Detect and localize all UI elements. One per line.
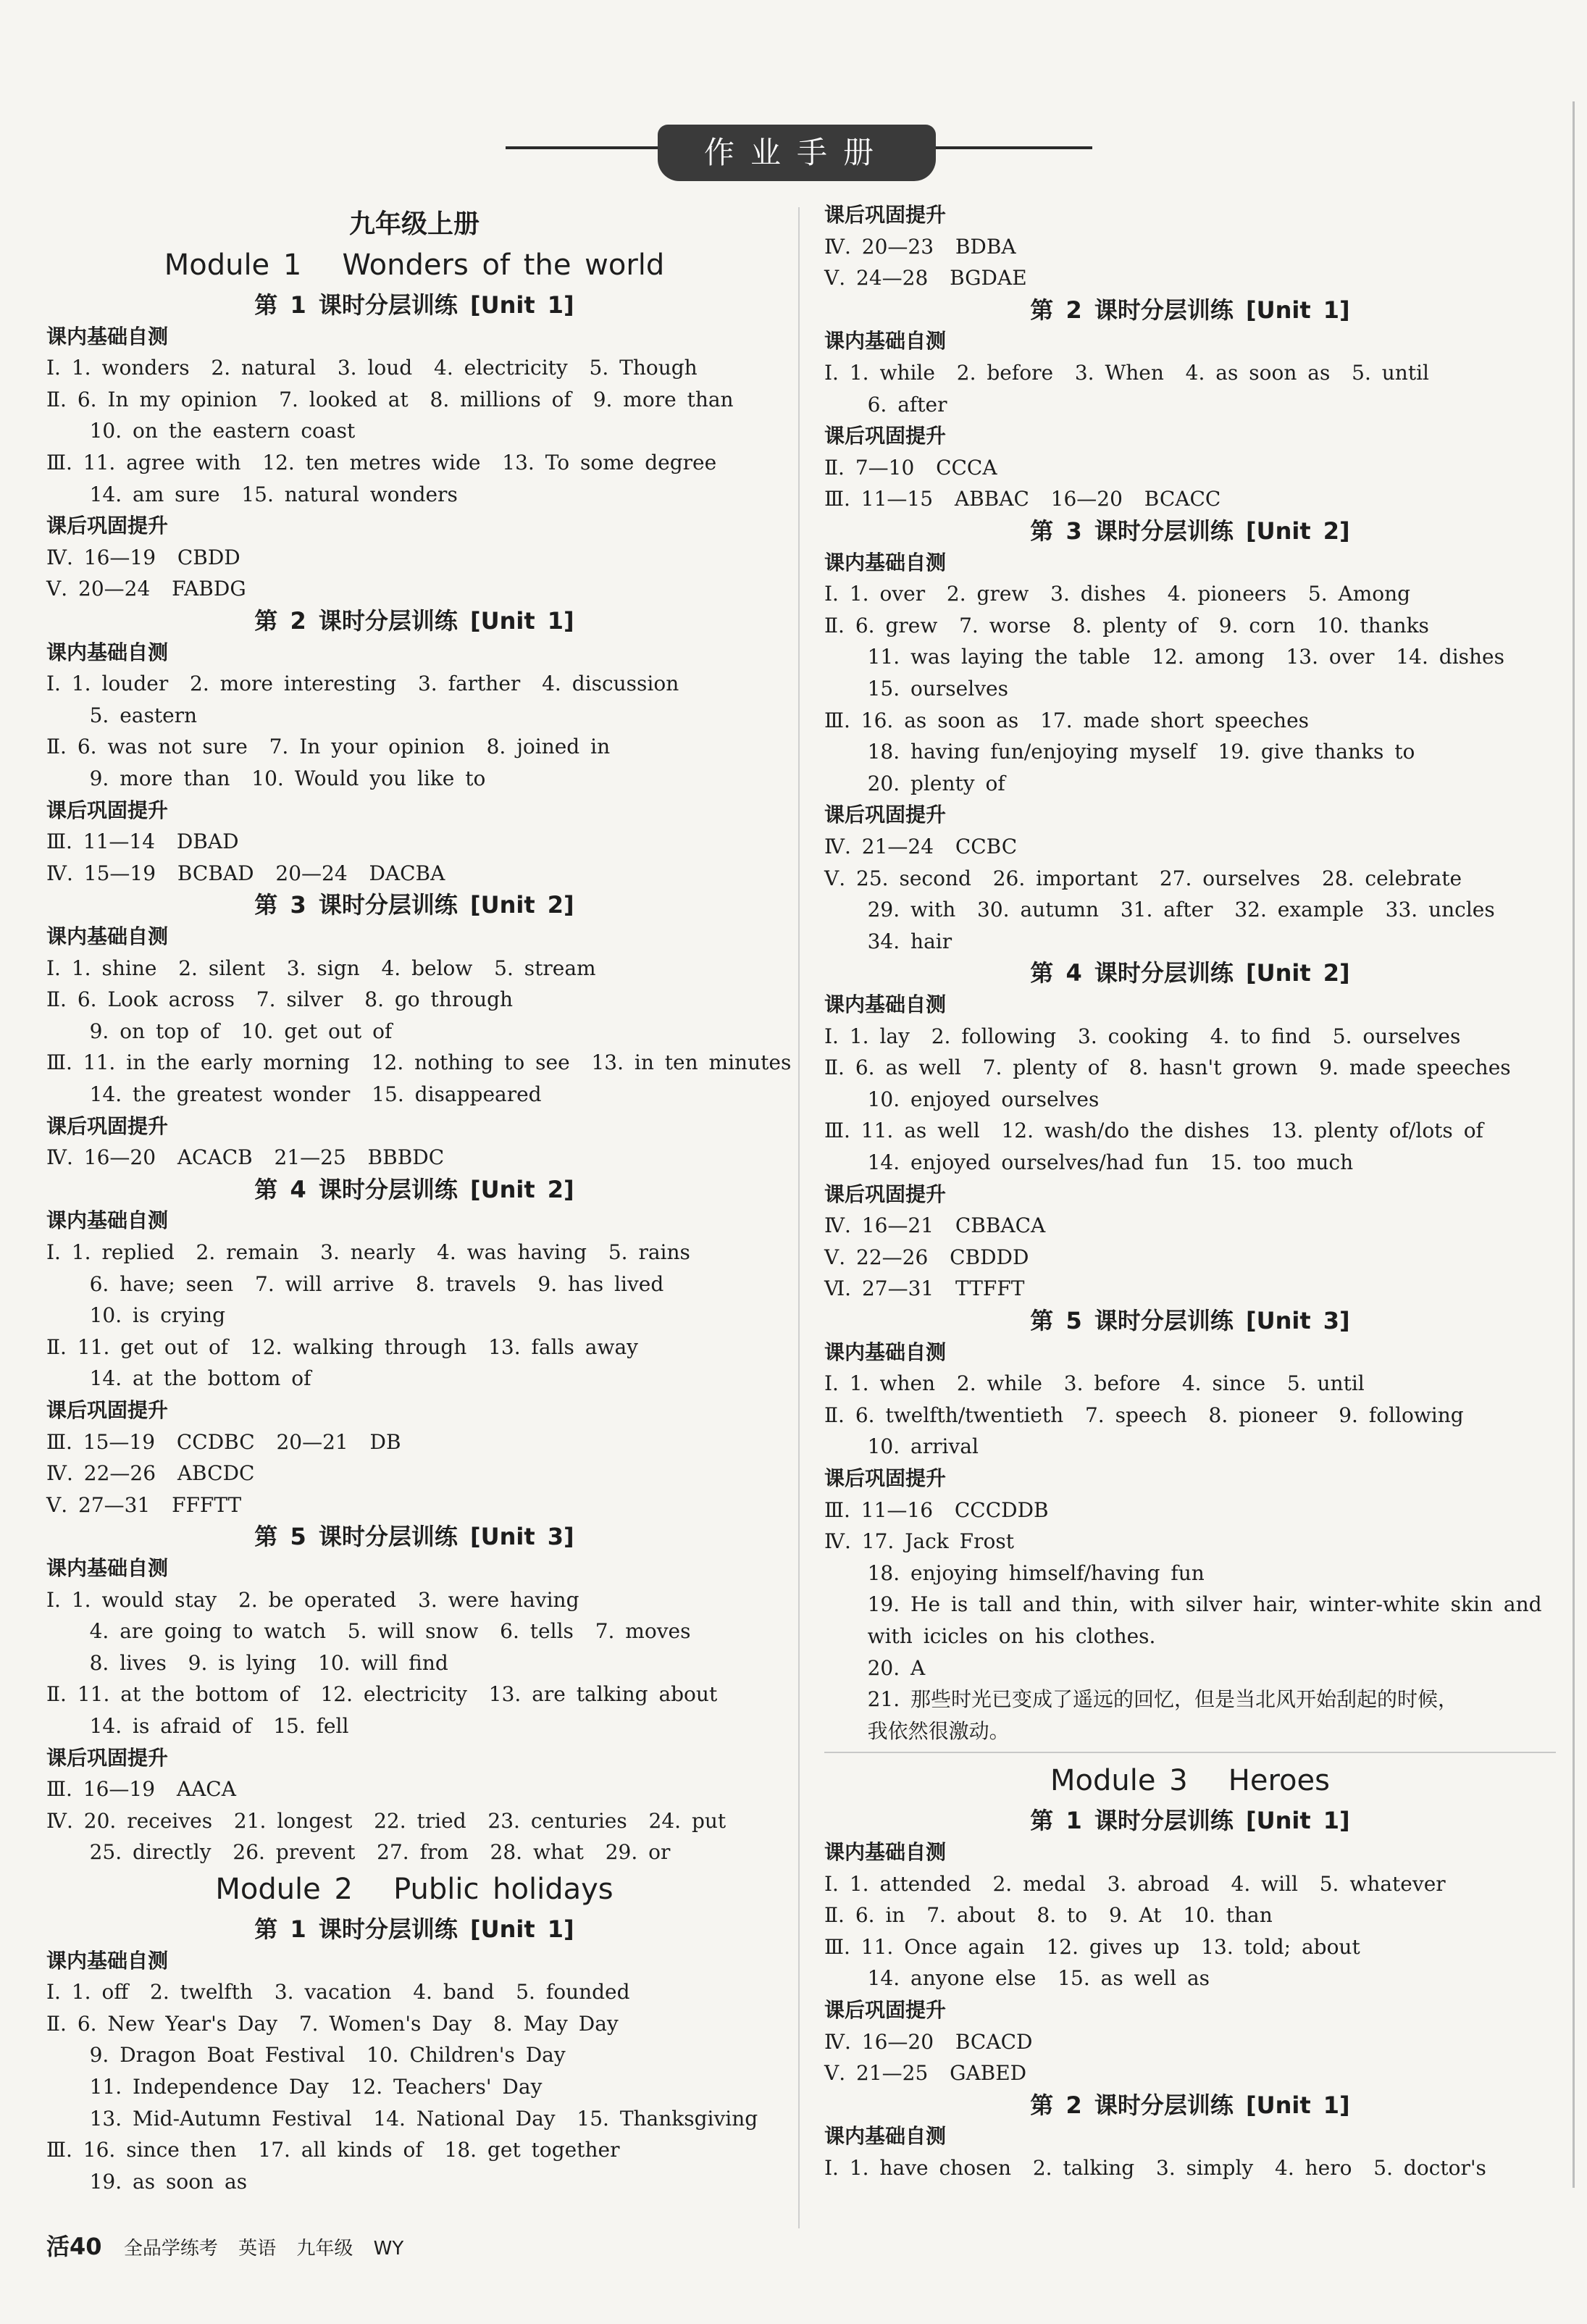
banner-title: 作业手册 [658,125,936,181]
answer-line: 10. on the eastern coast [46,419,356,443]
answer-line: Ⅴ. 24—28 BGDAE [824,266,1027,290]
answer-line: 20. plenty of [824,771,1005,795]
answer-line: Ⅰ. 1. lay 2. following 3. cooking 4. to find 5. ourselves [824,1024,1461,1048]
answer-line: 5. eastern [46,703,198,727]
answer-line: Ⅱ. 6. New Year's Day 7. Women's Day 8. May Day [46,2011,619,2036]
answer-line: Ⅳ. 17. Jack Frost [824,1529,1014,1554]
answer-line: 11. Independence Day 12. Teachers' Day [46,2075,543,2099]
answer-line: 13. Mid-Autumn Festival 14. National Day 15. Thanksgiving [46,2106,758,2131]
answer-line: Ⅵ. 27—31 TTFFT [824,1276,1025,1301]
answer-line: Ⅲ. 11—15 ABBAC 16—20 BCACC [824,487,1221,511]
answer-line: 11. was laying the table 12. among 13. over 14. dishes [824,645,1504,669]
banner-rule-right [929,146,1092,149]
answer-line: Ⅳ. 16—21 CBBACA [824,1213,1046,1238]
answer-line: 6. after [824,392,947,417]
answer-line: 14. enjoyed ourselves/had fun 15. too much [824,1150,1354,1174]
section-heading: 课后巩固提升 [824,424,947,448]
answer-line: Ⅰ. 1. would stay 2. be operated 3. were having [46,1587,579,1612]
section-heading: 课内基础自测 [46,1556,169,1580]
answer-line: Ⅲ. 11. agree with 12. ten metres wide 13. To some degree [46,451,717,475]
lesson-heading: 第 4 课时分层训练 [Unit 2] [254,1175,574,1203]
answer-line: Ⅴ. 25. second 26. important 27. ourselves 28. celebrate [824,866,1462,890]
section-heading: 课内基础自测 [824,992,947,1016]
answer-line: 25. directly 26. prevent 27. from 28. what 29. or [46,1840,671,1865]
section-heading: 课后巩固提升 [46,1398,169,1422]
answer-line: Ⅰ. 1. wonders 2. natural 3. loud 4. electricity 5. Though [46,356,698,380]
section-heading: 课内基础自测 [824,329,947,354]
banner-rule-left [506,146,665,149]
footer-edition: WY [373,2238,404,2260]
grade-title: 九年级上册 [348,209,480,239]
answer-line: 14. am sure 15. natural wonders [46,482,458,506]
section-heading: 课内基础自测 [824,1840,947,1864]
answer-line: Ⅳ. 16—19 CBDD [46,545,240,569]
footer-book: 全品学练考 [123,2238,218,2260]
answer-line: 10. enjoyed ourselves [824,1087,1100,1111]
answer-line: 9. Dragon Boat Festival 10. Children's Day [46,2043,566,2068]
answer-line: Ⅰ. 1. replied 2. remain 3. nearly 4. was having 5. rains [46,1240,690,1264]
lesson-heading: 第 1 课时分层训练 [Unit 1] [254,1915,574,1943]
answer-line: Ⅳ. 16—20 ACACB 21—25 BBBDC [46,1145,445,1170]
page-footer [46,2231,418,2264]
answer-line: Ⅴ. 20—24 FABDG [46,577,246,601]
section-heading: 课后巩固提升 [824,1998,947,2022]
answer-line: Ⅱ. 6. in 7. about 8. to 9. At 10. than [824,1903,1273,1928]
answer-line: 20. A [824,1655,926,1680]
section-heading: 课内基础自测 [46,1208,169,1233]
section-heading: 课后巩固提升 [824,803,947,827]
answer-line: Ⅰ. 1. attended 2. medal 3. abroad 4. will 5. whatever [824,1871,1446,1896]
answer-line: 14. the greatest wonder 15. disappeared [46,1082,542,1106]
section-heading: 课后巩固提升 [46,798,169,822]
answer-line: Ⅱ. 11. at the bottom of 12. electricity 13. are talking about [46,1682,718,1707]
answer-line: Ⅴ. 22—26 CBDDD [824,1245,1029,1269]
answer-line: Ⅳ. 16—20 BCACD [824,2029,1033,2054]
answer-line: 9. on top of 10. get out of [46,1019,393,1043]
module-title: Module 2 Public holidays [215,1873,614,1906]
answer-line: Ⅳ. 20—23 BDBA [824,234,1016,259]
section-heading: 课后巩固提升 [824,1182,947,1206]
lesson-heading: 第 3 课时分层训练 [Unit 2] [254,891,574,919]
answer-line: 34. hair [824,929,952,953]
answer-line: 18. enjoying himself/having fun [824,1560,1205,1585]
section-heading: 课后巩固提升 [824,203,947,227]
section-heading: 课后巩固提升 [46,514,169,538]
answer-line: Ⅲ. 11. in the early morning 12. nothing to see 13. in ten minutes [46,1050,792,1075]
answer-line: Ⅴ. 21—25 GABED [824,2061,1027,2086]
footer-subject: 英语 [238,2238,277,2260]
answer-line: Ⅱ. 6. was not sure 7. In your opinion 8. joined in [46,735,611,759]
module-title: Module 3 Heroes [1050,1764,1330,1798]
section-heading: 课内基础自测 [46,924,169,948]
section-separator [824,1752,1556,1753]
answer-line: Ⅰ. 1. have chosen 2. talking 3. simply 4. hero 5. doctor's [824,2156,1486,2180]
footer-grade: 九年级 [296,2238,353,2260]
lesson-heading: 第 2 课时分层训练 [Unit 1] [254,607,574,635]
answer-line: 18. having fun/enjoying myself 19. give thanks to [824,740,1415,764]
answer-line: Ⅰ. 1. off 2. twelfth 3. vacation 4. band 5. founded [46,1980,630,2005]
lesson-heading: 第 1 课时分层训练 [Unit 1] [254,291,574,319]
answer-line: Ⅰ. 1. shine 2. silent 3. sign 4. below 5. stream [46,956,596,980]
answer-line: 14. anyone else 15. as well as [824,1966,1210,1991]
answer-line: Ⅳ. 22—26 ABCDC [46,1461,255,1486]
section-heading: 课后巩固提升 [46,1745,169,1770]
answer-line: 10. is crying [46,1303,226,1328]
lesson-heading: 第 3 课时分层训练 [Unit 2] [1030,517,1350,545]
answer-line: 14. at the bottom of [46,1366,311,1391]
answer-line: Ⅰ. 1. over 2. grew 3. dishes 4. pioneers 5. Among [824,582,1411,606]
page-edge-rule [1573,101,1575,2188]
answer-line: 19. He is tall and thin, with silver hair, winter-white skin and [824,1592,1542,1617]
answer-line: Ⅱ. 6. twelfth/twentieth 7. speech 8. pioneer 9. following [824,1403,1464,1427]
answer-line: Ⅰ. 1. louder 2. more interesting 3. farther 4. discussion [46,672,679,696]
answer-line: Ⅳ. 20. receives 21. longest 22. tried 23. centuries 24. put [46,1808,726,1833]
answer-line: Ⅴ. 27—31 FFFTT [46,1492,242,1517]
answer-line: Ⅲ. 15—19 CCDBC 20—21 DB [46,1429,401,1454]
answer-line: 19. as soon as [46,2169,248,2194]
lesson-heading: 第 4 课时分层训练 [Unit 2] [1030,959,1350,987]
answer-line: Ⅲ. 11—16 CCCDDB [824,1497,1049,1522]
answer-line: Ⅳ. 15—19 BCBAD 20—24 DACBA [46,861,445,885]
answer-line: Ⅱ. 6. In my opinion 7. looked at 8. millions of 9. more than [46,387,734,411]
answer-line: Ⅲ. 11. as well 12. wash/do the dishes 13. plenty of/lots of [824,1119,1483,1143]
lesson-heading: 第 2 课时分层训练 [Unit 1] [1030,2091,1350,2119]
lesson-heading: 第 5 课时分层训练 [Unit 3] [1030,1307,1350,1334]
answer-line: 6. have; seen 7. will arrive 8. travels 9. has lived [46,1271,664,1296]
answer-line: 14. is afraid of 15. fell [46,1714,349,1738]
answer-line: Ⅰ. 1. while 2. before 3. When 4. as soon as 5. until [824,361,1429,385]
section-heading: 课内基础自测 [824,2124,947,2149]
answer-line: Ⅲ. 16—19 AACA [46,1777,236,1802]
page-number: 活40 [46,2233,102,2260]
answer-line: Ⅲ. 11—14 DBAD [46,829,239,854]
answer-line: Ⅲ. 11. Once again 12. gives up 13. told; about [824,1934,1360,1959]
answer-line: Ⅳ. 21—24 CCBC [824,835,1018,858]
answer-line: Ⅱ. 6. grew 7. worse 8. plenty of 9. corn 10. thanks [824,613,1429,638]
answer-line: Ⅱ. 6. as well 7. plenty of 8. hasn't grown 9. made speeches [824,1056,1511,1080]
lesson-heading: 第 1 课时分层训练 [Unit 1] [1030,1807,1350,1835]
section-heading: 课内基础自测 [46,1948,169,1973]
answer-line: with icicles on his clothes. [824,1624,1156,1648]
answer-line: 我依然很激动。 [824,1718,1010,1743]
answer-line: Ⅲ. 16. since then 17. all kinds of 18. get together [46,2138,620,2162]
answer-line: 4. are going to watch 5. will snow 6. tells 7. moves [46,1619,691,1644]
answer-line: 9. more than 10. Would you like to [46,766,486,790]
answer-line: 8. lives 9. is lying 10. will find [46,1650,448,1675]
section-heading: 课内基础自测 [824,550,947,574]
answer-line: Ⅰ. 1. when 2. while 3. before 4. since 5. until [824,1371,1365,1396]
section-heading: 课后巩固提升 [824,1466,947,1490]
answer-line: 29. with 30. autumn 31. after 32. example 33. uncles [824,898,1495,922]
section-heading: 课后巩固提升 [46,1113,169,1138]
lesson-heading: 第 5 课时分层训练 [Unit 3] [254,1523,574,1551]
answer-line: Ⅱ. 11. get out of 12. walking through 13. falls away [46,1334,638,1359]
answer-line: 15. ourselves [824,677,1008,701]
section-heading: 课内基础自测 [824,1339,947,1364]
answer-line: Ⅱ. 6. Look across 7. silver 8. go through [46,987,514,1012]
answer-line: Ⅲ. 16. as soon as 17. made short speeches [824,708,1310,732]
module-title: Module 1 Wonders of the world [164,248,665,282]
column-divider [798,207,800,2228]
answer-line: Ⅱ. 7—10 CCCA [824,455,997,480]
section-heading: 课内基础自测 [46,640,169,664]
section-heading: 课内基础自测 [46,324,169,348]
lesson-heading: 第 2 课时分层训练 [Unit 1] [1030,296,1350,324]
answer-line: 21. 那些时光已变成了遥远的回忆，但是当北风开始刮起的时候， [824,1687,1459,1712]
answer-line: 10. arrival [824,1434,979,1459]
